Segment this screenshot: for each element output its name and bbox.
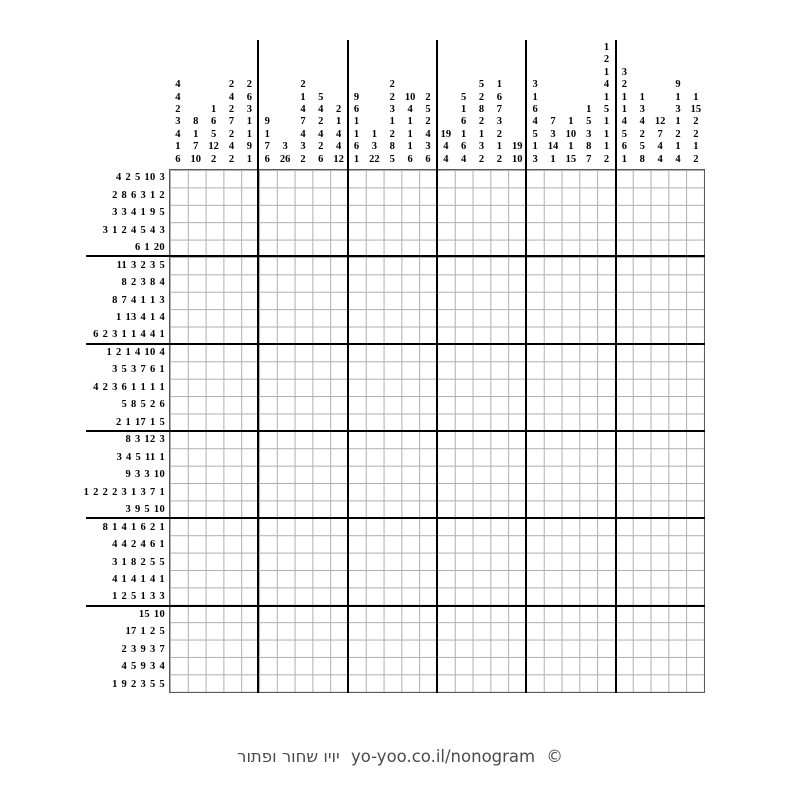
vertical-separator — [436, 40, 438, 693]
clue-number: 19 — [512, 141, 523, 153]
clue-number: 1 — [496, 79, 503, 91]
col-clue-4 — [223, 36, 241, 168]
col-clue-23 — [562, 36, 580, 168]
row-clue-2: 2 8 6 3 1 2 — [112, 189, 165, 201]
clue-number: 6 — [318, 153, 324, 165]
clue-number: 3 — [621, 66, 628, 78]
row-clue-18: 9 3 3 10 — [125, 469, 165, 481]
clue-number: 4 — [461, 153, 467, 165]
clue-number: 1 — [568, 116, 574, 128]
clue-number: 1 — [478, 128, 485, 140]
clue-number: 5 — [211, 128, 217, 140]
row-clue-26: 15 10 — [138, 608, 165, 620]
clue-number: 1 — [621, 103, 628, 115]
clue-number: 4 — [639, 116, 645, 128]
clue-number: 1 — [603, 41, 610, 53]
clue-number: 8 — [639, 153, 645, 165]
clue-number: 8 — [478, 103, 485, 115]
clue-number: 3 — [675, 103, 681, 115]
clue-number: 7 — [300, 116, 306, 128]
row-clue-6: 11 3 2 3 5 — [116, 259, 165, 271]
col-clue-5 — [240, 36, 258, 168]
horizontal-separator — [86, 255, 705, 257]
clue-number: 4 — [657, 141, 663, 153]
col-clue-19 — [490, 36, 508, 168]
clue-number: 1 — [550, 153, 556, 165]
clue-number: 5 — [639, 141, 645, 153]
vertical-separator — [525, 40, 527, 693]
clue-number: 1 — [461, 103, 467, 115]
col-clue-18 — [473, 36, 491, 168]
clue-number: 2 — [300, 79, 306, 91]
clue-number: 2 — [478, 153, 485, 165]
clue-number: 4 — [532, 116, 538, 128]
clue-number: 12 — [333, 153, 344, 165]
row-clue-16: 8 3 12 3 — [125, 434, 165, 446]
clue-number: 4 — [175, 128, 181, 140]
clue-number: 5 — [603, 103, 610, 115]
clue-number: 5 — [461, 91, 467, 103]
clue-number: 19 — [440, 128, 452, 140]
clue-number: 5 — [532, 128, 538, 140]
clue-number: 7 — [550, 116, 556, 128]
col-clue-24 — [580, 36, 598, 168]
clue-number: 5 — [586, 116, 592, 128]
clue-number: 1 — [336, 116, 342, 128]
col-clue-27 — [633, 36, 651, 168]
clue-number: 6 — [175, 153, 181, 165]
horizontal-separator — [86, 430, 705, 432]
col-clue-11 — [348, 36, 366, 168]
clue-number: 8 — [193, 116, 199, 128]
clue-number: 4 — [300, 103, 306, 115]
clue-number: 2 — [228, 103, 235, 115]
clue-number: 4 — [300, 128, 306, 140]
clue-number: 6 — [532, 103, 538, 115]
row-clue-24: 4 1 4 1 4 1 — [112, 574, 165, 586]
clue-number: 2 — [603, 153, 610, 165]
col-clue-17 — [455, 36, 473, 168]
clue-number: 1 — [621, 91, 628, 103]
clue-number: 2 — [318, 141, 324, 153]
clue-number: 2 — [336, 103, 342, 115]
col-clue-12 — [365, 36, 383, 168]
clue-number: 5 — [478, 79, 485, 91]
clue-number: 1 — [532, 91, 538, 103]
row-clue-5: 6 1 20 — [134, 242, 165, 254]
col-clue-22 — [544, 36, 562, 168]
col-clue-20 — [508, 36, 526, 168]
clue-number: 4 — [318, 128, 324, 140]
clue-number: 1 — [675, 116, 681, 128]
row-clue-13: 4 2 3 6 1 1 1 1 — [93, 381, 165, 393]
clue-number: 1 — [603, 116, 610, 128]
clue-number: 7 — [193, 141, 199, 153]
clue-number: 7 — [586, 153, 592, 165]
row-clue-22: 4 4 2 4 6 1 — [112, 539, 165, 551]
clue-number: 2 — [639, 128, 645, 140]
clue-number: 8 — [389, 141, 395, 153]
clue-number: 1 — [603, 141, 610, 153]
row-clue-4: 3 1 2 4 5 4 3 — [102, 224, 165, 236]
clue-number: 2 — [693, 128, 699, 140]
row-clue-21: 8 1 4 1 6 2 1 — [102, 521, 165, 533]
col-clue-6 — [258, 36, 276, 168]
clue-number: 2 — [425, 116, 431, 128]
clue-number: 1 — [407, 116, 413, 128]
clue-number: 7 — [496, 103, 503, 115]
clue-number: 4 — [443, 141, 449, 153]
clue-number: 3 — [586, 128, 592, 140]
clue-number: 2 — [228, 79, 235, 91]
clue-number: 6 — [211, 116, 217, 128]
copyright-symbol: © — [546, 747, 563, 766]
clue-number: 1 — [407, 141, 413, 153]
col-clue-10 — [330, 36, 348, 168]
clue-number: 3 — [550, 128, 556, 140]
clue-number: 2 — [318, 116, 324, 128]
clue-number: 15 — [690, 103, 702, 115]
clue-number: 4 — [675, 153, 681, 165]
clue-number: 3 — [300, 141, 306, 153]
clue-number: 7 — [657, 128, 663, 140]
row-clue-10: 6 2 3 1 1 4 4 1 — [93, 329, 165, 341]
clue-number: 9 — [353, 91, 360, 103]
row-clue-12: 3 5 3 7 6 1 — [112, 364, 165, 376]
clue-number: 2 — [693, 116, 699, 128]
clue-number: 6 — [461, 141, 467, 153]
clue-number: 12 — [208, 141, 219, 153]
clue-number: 10 — [404, 91, 416, 103]
row-clue-30: 1 9 2 3 5 5 — [112, 678, 165, 690]
row-clue-20: 3 9 5 10 — [125, 504, 165, 516]
col-clue-29 — [669, 36, 687, 168]
clue-number: 6 — [407, 153, 413, 165]
clue-number: 1 — [568, 141, 574, 153]
clue-number: 10 — [512, 153, 523, 165]
row-clue-23: 3 1 8 2 5 5 — [112, 556, 165, 568]
clue-number: 4 — [175, 91, 181, 103]
col-clue-25 — [598, 36, 616, 168]
clue-number: 4 — [425, 128, 431, 140]
vertical-separator — [615, 40, 617, 693]
clue-number: 3 — [532, 79, 538, 91]
clue-number: 2 — [478, 91, 485, 103]
clue-number: 4 — [657, 153, 663, 165]
clue-number: 10 — [190, 153, 202, 165]
clue-number: 2 — [425, 91, 431, 103]
clue-number: 5 — [389, 153, 395, 165]
clue-number: 5 — [425, 103, 431, 115]
clue-number: 5 — [621, 128, 628, 140]
col-clue-16 — [437, 36, 455, 168]
row-clue-11: 1 2 1 4 10 4 — [106, 346, 165, 358]
clue-number: 1 — [586, 103, 592, 115]
clue-number: 3 — [282, 141, 288, 153]
clue-number: 9 — [246, 141, 252, 153]
clue-number: 1 — [389, 116, 395, 128]
horizontal-separator — [86, 605, 705, 607]
clue-number: 8 — [586, 141, 592, 153]
clue-number: 5 — [318, 91, 324, 103]
col-clue-13 — [383, 36, 401, 168]
clue-number: 2 — [389, 79, 395, 91]
clue-number: 1 — [675, 141, 681, 153]
clue-number: 2 — [496, 128, 503, 140]
clue-number: 6 — [353, 141, 360, 153]
clue-number: 3 — [246, 103, 252, 115]
clue-number: 3 — [532, 153, 538, 165]
row-clue-3: 3 3 4 1 9 5 — [112, 207, 165, 219]
col-clue-8 — [294, 36, 312, 168]
row-clue-7: 8 2 3 8 4 — [121, 277, 165, 289]
clue-number: 1 — [353, 128, 360, 140]
clue-number: 2 — [603, 54, 610, 66]
clue-number: 1 — [193, 128, 199, 140]
clue-number: 14 — [547, 141, 559, 153]
row-clue-8: 8 7 4 1 1 3 — [112, 294, 165, 306]
clue-number: 7 — [228, 116, 235, 128]
clue-number: 1 — [496, 141, 503, 153]
clue-number: 4 — [407, 103, 413, 115]
clue-number: 26 — [279, 153, 291, 165]
clue-number: 6 — [264, 153, 270, 165]
clue-number: 22 — [369, 153, 380, 165]
row-clue-1: 4 2 5 10 3 — [116, 172, 165, 184]
vertical-separator — [257, 40, 259, 693]
row-clue-29: 4 5 9 3 4 — [121, 661, 165, 673]
clue-number: 1 — [675, 91, 681, 103]
clue-number: 2 — [675, 128, 681, 140]
clue-number: 2 — [496, 153, 503, 165]
clue-number: 4 — [336, 128, 342, 140]
clue-number: 4 — [336, 141, 342, 153]
clue-number: 2 — [300, 153, 306, 165]
clue-number: 3 — [389, 103, 395, 115]
col-clue-2 — [187, 36, 205, 168]
row-clue-15: 2 1 17 1 5 — [116, 416, 165, 428]
clue-number: 3 — [478, 141, 485, 153]
clue-number: 3 — [425, 141, 431, 153]
clue-number: 4 — [603, 79, 610, 91]
col-clue-26 — [615, 36, 633, 168]
row-clue-25: 1 2 5 1 3 3 — [112, 591, 165, 603]
clue-number: 4 — [318, 103, 324, 115]
clue-number: 1 — [603, 128, 610, 140]
clue-number: 4 — [228, 91, 235, 103]
clue-number: 6 — [425, 153, 431, 165]
clue-number: 1 — [175, 141, 181, 153]
clue-number: 1 — [693, 141, 699, 153]
col-clue-30 — [687, 36, 705, 168]
clue-number: 1 — [300, 91, 306, 103]
horizontal-separator — [86, 517, 705, 519]
clue-number: 6 — [621, 141, 628, 153]
clue-number: 4 — [443, 153, 449, 165]
clue-number: 6 — [353, 103, 360, 115]
row-clue-27: 17 1 2 5 — [125, 626, 165, 638]
clue-number: 6 — [246, 91, 252, 103]
clue-number: 1 — [371, 128, 377, 140]
clue-number: 3 — [371, 141, 377, 153]
clue-number: 10 — [565, 128, 577, 140]
col-clue-1 — [169, 36, 187, 168]
footer-site-url: yo-yoo.co.il/nonogram — [350, 747, 536, 766]
footer-hebrew-text: יויו שחור ופתור — [237, 747, 340, 766]
clue-number: 4 — [175, 79, 181, 91]
clue-number: 6 — [461, 116, 467, 128]
clue-number: 2 — [175, 103, 181, 115]
clue-number: 9 — [264, 116, 270, 128]
clue-number: 4 — [228, 141, 235, 153]
clue-number: 1 — [246, 116, 252, 128]
clue-number: 1 — [407, 128, 413, 140]
clue-number: 1 — [603, 66, 610, 78]
clue-number: 2 — [389, 91, 395, 103]
clue-number: 1 — [603, 91, 610, 103]
row-clue-17: 3 4 5 11 1 — [116, 451, 165, 463]
clue-number: 15 — [565, 153, 577, 165]
clue-number: 3 — [496, 116, 503, 128]
col-clue-14 — [401, 36, 419, 168]
clue-number: 2 — [228, 153, 235, 165]
clue-number: 1 — [639, 91, 645, 103]
clue-number: 2 — [621, 79, 628, 91]
clue-number: 1 — [211, 103, 217, 115]
clue-number: 1 — [532, 141, 538, 153]
clue-number: 1 — [246, 128, 252, 140]
clue-number: 3 — [639, 103, 645, 115]
row-clue-19: 1 2 2 2 3 1 3 7 1 — [83, 486, 165, 498]
row-clue-14: 5 8 5 2 6 — [121, 399, 165, 411]
col-clue-9 — [312, 36, 330, 168]
clue-number: 1 — [264, 128, 270, 140]
clue-number: 7 — [264, 141, 270, 153]
clue-number: 1 — [693, 91, 699, 103]
row-clue-28: 2 3 9 3 7 — [121, 643, 165, 655]
col-clue-21 — [526, 36, 544, 168]
horizontal-separator — [86, 343, 705, 345]
clue-number: 9 — [675, 79, 681, 91]
col-clue-7 — [276, 36, 294, 168]
footer-credit — [0, 747, 800, 766]
clue-number: 3 — [175, 116, 181, 128]
clue-number: 2 — [693, 153, 699, 165]
clue-number: 1 — [353, 153, 360, 165]
col-clue-15 — [419, 36, 437, 168]
clue-number: 12 — [654, 116, 666, 128]
clue-number: 6 — [496, 91, 503, 103]
clue-number: 1 — [461, 128, 467, 140]
clue-number: 1 — [246, 153, 252, 165]
clue-number: 2 — [211, 153, 217, 165]
clue-number: 2 — [228, 128, 235, 140]
clue-number: 1 — [353, 116, 360, 128]
vertical-separator — [347, 40, 349, 693]
clue-number: 1 — [621, 153, 628, 165]
clue-number: 2 — [389, 128, 395, 140]
col-clue-3 — [205, 36, 223, 168]
row-clue-9: 1 13 4 1 4 — [116, 311, 165, 323]
col-clue-28 — [651, 36, 669, 168]
clue-number: 2 — [246, 79, 252, 91]
clue-number: 2 — [478, 116, 485, 128]
clue-number: 4 — [621, 116, 628, 128]
